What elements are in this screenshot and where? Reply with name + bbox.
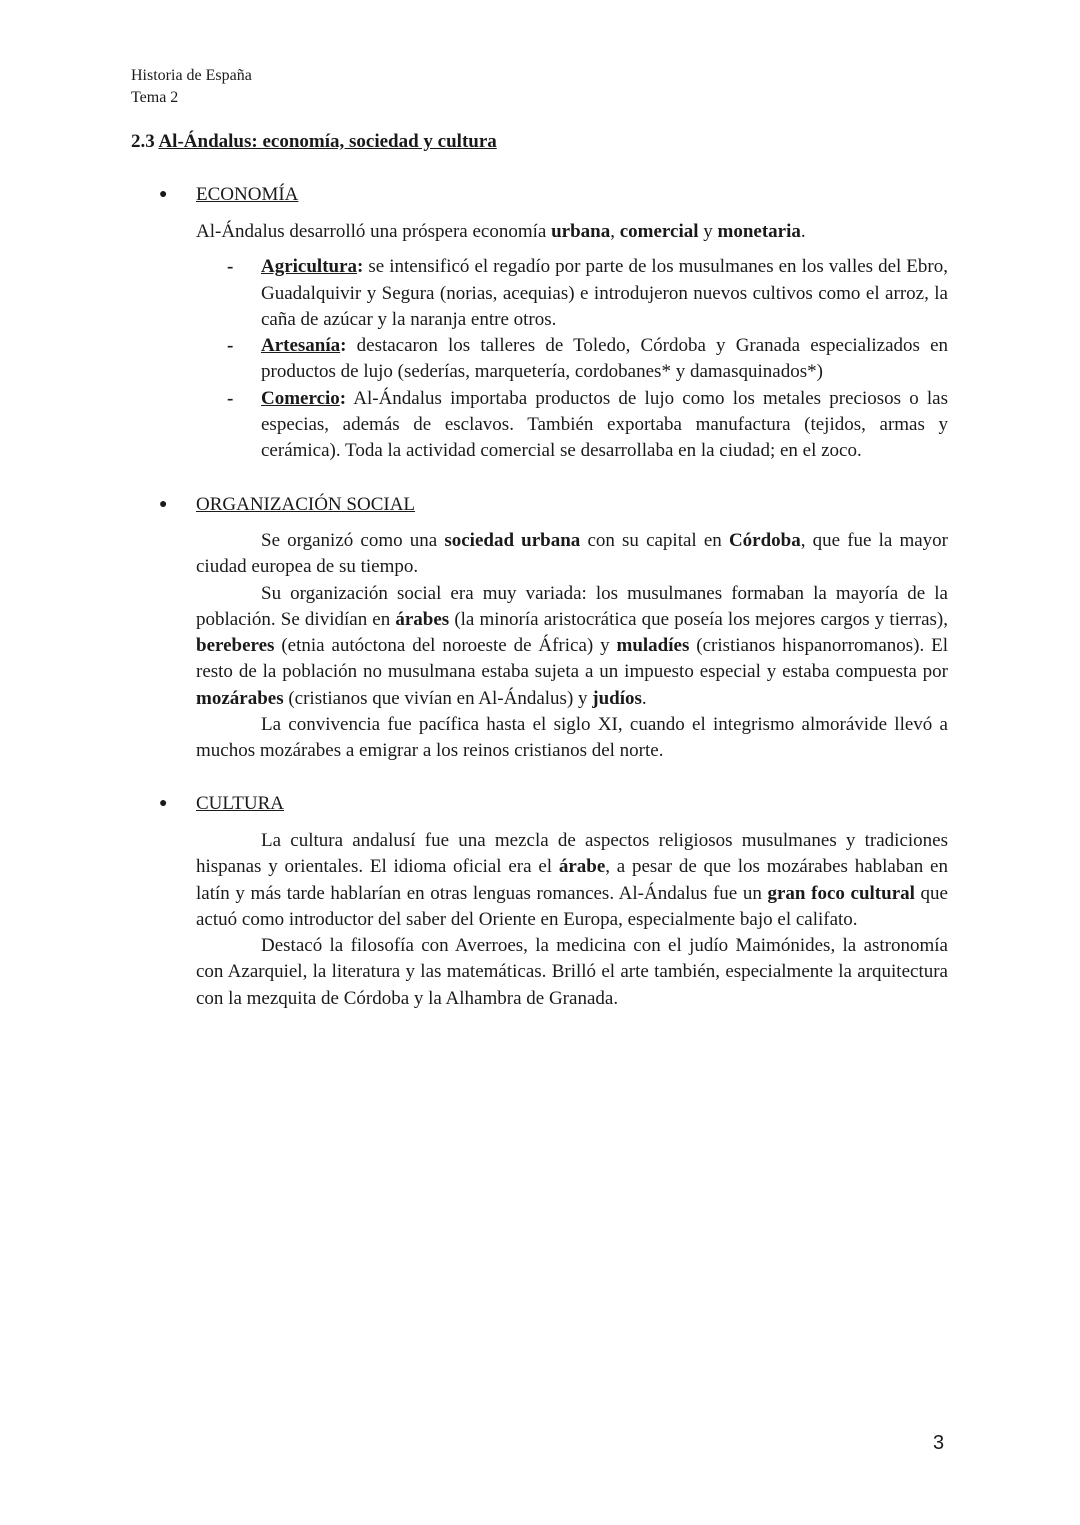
list-item: - Artesanía: destacaron los talleres de Toledo, Córdoba y Granada especializados en productos de lujo (sederías, marquetería, cordobanes* y damasquinados*) (227, 335, 948, 383)
bullet-icon: ● (159, 796, 168, 811)
page-number: 3 (933, 1432, 945, 1454)
section-title (131, 131, 497, 153)
section-economia (131, 181, 948, 465)
cultura-body (196, 828, 948, 1012)
section-social (131, 491, 948, 765)
header-subject: Historia de España (131, 67, 252, 84)
cultura-paragraph-2: Destacó la filosofía con Averroes, la medicina con el judío Maimónides, la astronomía con Azarquiel, la literatura y las matemáticas. Brilló el arte también, especialmente la arquitectura con la mezquita de Córdoba y la Alhambra de Granada. (196, 935, 948, 1009)
bullet-icon: ● (159, 187, 168, 202)
bullet-icon: ● (159, 497, 168, 512)
heading-social: ORGANIZACIÓN SOCIAL (196, 494, 416, 515)
page-header (131, 65, 252, 109)
economia-list (227, 254, 948, 464)
social-paragraph-2: Su organización social era muy variada: los musulmanes formaban la mayoría de la población. Se dividían en árabes (la minoría aristocrática que poseía los mejores cargos y tierras), bereberes (etnia autóctona del noroeste de África) y muladíes (cristianos hispanorromanos). El resto de la población no musulmana estaba sujeta a un impuesto especial y estaba compuesta por mozárabes (cristianos que vivían en Al-Ándalus) y judíos. (196, 582, 948, 709)
section-title-text: Al-Ándalus: economía, sociedad y cultura (158, 131, 497, 152)
cultura-paragraph-1: La cultura andalusí fue una mezcla de aspectos religiosos musulmanes y tradiciones hispanas y orientales. El idioma oficial era el árabe, a pesar de que los mozárabes hablaban en latín y más tarde hablarían en otras lenguas romances. Al-Ándalus fue un gran foco cultural que actuó como introductor del saber del Oriente en Europa, especialmente bajo el califato. (196, 830, 948, 930)
section-cultura (131, 790, 948, 1012)
heading-economia: ECONOMÍA (196, 184, 299, 205)
economia-body (196, 219, 948, 465)
social-body (196, 528, 948, 765)
list-item: - Agricultura: se intensificó el regadío por parte de los musulmanes en los valles del Ebro, Guadalquivir y Segura (norias, acequias) e introdujeron nuevos cultivos como el arroz, la caña de azúcar y la naranja entre otros. (227, 256, 948, 330)
list-item: - Comercio: Al-Ándalus importaba productos de lujo como los metales preciosos o las especias, además de esclavos. También exportaba manufactura (tejidos, armas y cerámica). Toda la actividad comercial se desarrollaba en la ciudad; en el zoco. (227, 387, 948, 462)
economia-intro: Al-Ándalus desarrolló una próspera economía urbana, comercial y monetaria. (196, 221, 806, 242)
section-number: 2.3 (131, 131, 155, 152)
heading-cultura: CULTURA (196, 793, 284, 814)
social-paragraph-3: La convivencia fue pacífica hasta el siglo XI, cuando el integrismo almorávide llevó a muchos mozárabes a emigrar a los reinos cristianos del norte. (196, 714, 948, 762)
social-paragraph-1: Se organizó como una sociedad urbana con su capital en Córdoba, que fue la mayor ciudad europea de su tiempo. (196, 530, 949, 578)
header-topic: Tema 2 (131, 89, 179, 106)
